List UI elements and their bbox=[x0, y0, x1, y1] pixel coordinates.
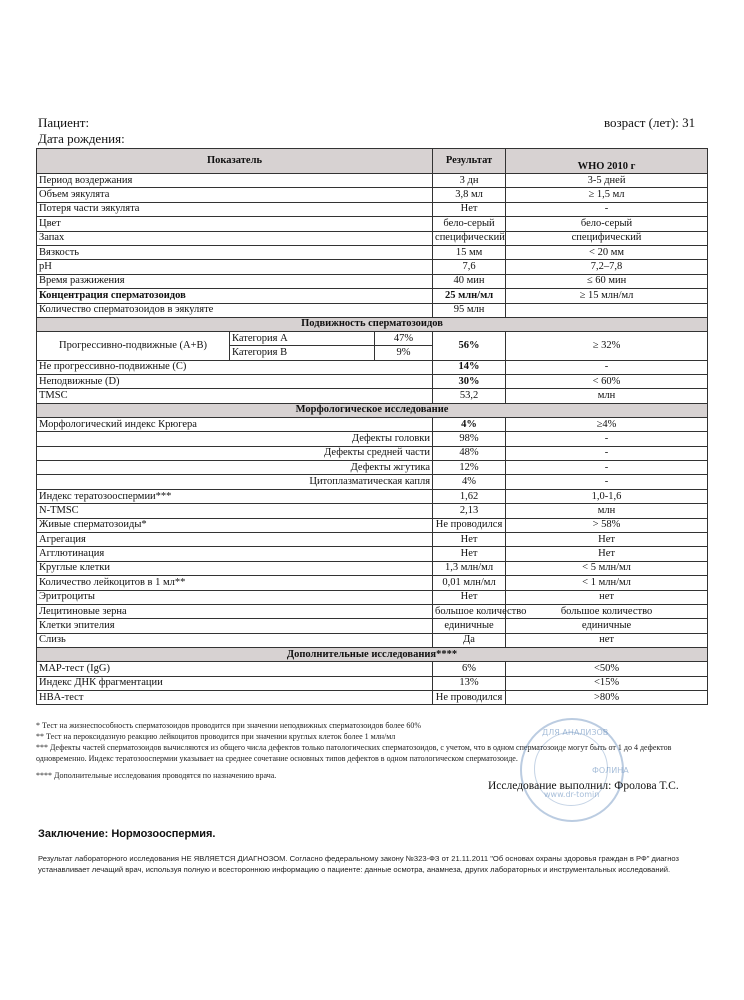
indicator-cell: Слизь bbox=[37, 633, 433, 647]
section-title: Дополнительные исследования**** bbox=[37, 648, 708, 662]
age-label: возраст (лет): 31 bbox=[604, 115, 696, 130]
indicator-cell: Индекс ДНК фрагментации bbox=[37, 676, 433, 690]
indicator-cell: pH bbox=[37, 260, 433, 274]
who-cell: большое количество bbox=[506, 604, 708, 618]
progressive-who: ≥ 32% bbox=[506, 331, 708, 360]
table-row bbox=[37, 489, 708, 503]
result-cell: 95 млн bbox=[433, 303, 506, 317]
stamp-bottom-text: www.dr-tomin bbox=[544, 790, 600, 799]
indicator-cell: Лецитиновые зерна bbox=[37, 604, 433, 618]
table-row bbox=[37, 662, 708, 676]
who-cell: - bbox=[506, 446, 708, 460]
table-row bbox=[37, 331, 708, 345]
who-cell bbox=[506, 303, 708, 317]
indicator-cell: Цвет bbox=[37, 217, 433, 231]
category-a-label: Категория А bbox=[230, 331, 375, 345]
result-cell: Да bbox=[433, 633, 506, 647]
table-row bbox=[37, 303, 708, 317]
table-row bbox=[37, 217, 708, 231]
table-row bbox=[37, 633, 708, 647]
who-cell: Нет bbox=[506, 547, 708, 561]
who-cell: - bbox=[506, 461, 708, 475]
section-header bbox=[37, 403, 708, 417]
footnote-3: *** Дефекты частей сперматозоидов вычисляются из общего числа дефектов только патологических сперматозоидов, с учетом, что в одном сперматозоиде могут быть от 1 до 4 дефектов одновременно. Индекс тератозооспермии указывает на среднее сочетание основных типов дефектов в одном патологическом сперматозоиде. bbox=[36, 743, 672, 763]
result-cell: 15 мм bbox=[433, 245, 506, 259]
result-cell: Нет bbox=[433, 202, 506, 216]
table-row bbox=[37, 174, 708, 188]
result-cell: 0,01 млн/мл bbox=[433, 576, 506, 590]
column-header bbox=[37, 149, 708, 174]
who-cell: 3-5 дней bbox=[506, 174, 708, 188]
table-row bbox=[37, 289, 708, 303]
result-cell: 2,13 bbox=[433, 504, 506, 518]
category-a-value: 47% bbox=[375, 331, 433, 345]
footnote-1: * Тест на жизнеспособность сперматозоидов проводится при значении неподвижных сперматозоидов более 60% bbox=[36, 721, 422, 730]
who-cell: единичные bbox=[506, 619, 708, 633]
result-cell: 1,62 bbox=[433, 489, 506, 503]
result-cell: 98% bbox=[433, 432, 506, 446]
table-row bbox=[37, 518, 708, 532]
indicator-cell: Запах bbox=[37, 231, 433, 245]
conclusion: Заключение: Нормозооспермия. bbox=[38, 828, 216, 840]
who-cell: <15% bbox=[506, 676, 708, 690]
who-cell: ≤ 60 мин bbox=[506, 274, 708, 288]
who-cell: нет bbox=[506, 590, 708, 604]
indicator-cell: Концентрация сперматозоидов bbox=[37, 289, 433, 303]
indicator-cell: Цитоплазматическая капля bbox=[37, 475, 433, 489]
progressive-label: Прогрессивно-подвижные (А+В) bbox=[37, 331, 230, 360]
result-cell: 25 млн/мл bbox=[433, 289, 506, 303]
table-row bbox=[37, 604, 708, 618]
indicator-cell: HBA-тест bbox=[37, 690, 433, 704]
table-row bbox=[37, 202, 708, 216]
indicator-cell: Дефекты жгутика bbox=[37, 461, 433, 475]
result-cell: Нет bbox=[433, 547, 506, 561]
section-header bbox=[37, 648, 708, 662]
result-cell: 53,2 bbox=[433, 389, 506, 403]
who-cell: специфический bbox=[506, 231, 708, 245]
table-row bbox=[37, 590, 708, 604]
result-cell: 13% bbox=[433, 676, 506, 690]
result-cell: бело-серый bbox=[433, 217, 506, 231]
who-cell: < 60% bbox=[506, 375, 708, 389]
table-row bbox=[37, 375, 708, 389]
result-cell: единичные bbox=[433, 619, 506, 633]
result-cell: 14% bbox=[433, 360, 506, 374]
disclaimer: Результат лабораторного исследования НЕ ЯВЛЯЕТСЯ ДИАГНОЗОМ. Согласно федеральному закону №323-ФЗ от 21.11.2011 "Об основах охраны здоровья граждан в РФ" диагноз устанавливает лечащий врач, используя полную и всестороннюю информацию о пациенте: данные осмотра, анамнеза, других лабораторных и инструментальных исследований. bbox=[38, 854, 680, 874]
indicator-cell: Клетки эпителия bbox=[37, 619, 433, 633]
indicator-cell: Количество сперматозоидов в эякуляте bbox=[37, 303, 433, 317]
table-row bbox=[37, 532, 708, 546]
table-row bbox=[37, 245, 708, 259]
table-row bbox=[37, 432, 708, 446]
who-cell: < 5 млн/мл bbox=[506, 561, 708, 575]
result-cell: 7,6 bbox=[433, 260, 506, 274]
indicator-cell: Дефекты средней части bbox=[37, 446, 433, 460]
table-row bbox=[37, 504, 708, 518]
result-cell: 40 мин bbox=[433, 274, 506, 288]
indicator-cell: Агрегация bbox=[37, 532, 433, 546]
who-cell: >80% bbox=[506, 690, 708, 704]
section-title: Морфологическое исследование bbox=[37, 403, 708, 417]
indicator-cell: Количество лейкоцитов в 1 мл** bbox=[37, 576, 433, 590]
indicator-cell: Не прогрессивно-подвижные (С) bbox=[37, 360, 433, 374]
table-row bbox=[37, 417, 708, 431]
who-cell: ≥ 1,5 мл bbox=[506, 188, 708, 202]
table-row bbox=[37, 475, 708, 489]
table-row bbox=[37, 260, 708, 274]
who-cell: млн bbox=[506, 389, 708, 403]
result-cell: 12% bbox=[433, 461, 506, 475]
result-cell: 3,8 мл bbox=[433, 188, 506, 202]
results-table bbox=[36, 148, 708, 705]
section-title: Подвижность сперматозоидов bbox=[37, 317, 708, 331]
table-row bbox=[37, 461, 708, 475]
table-row bbox=[37, 547, 708, 561]
who-cell: бело-серый bbox=[506, 217, 708, 231]
dob-label: Дата рождения: bbox=[38, 131, 125, 146]
result-cell: большое количество bbox=[433, 604, 506, 618]
result-cell: 30% bbox=[433, 375, 506, 389]
footnote-2: ** Тест на пероксидазную реакцию лейкоцитов проводится при значении круглых клеток более 1 млн/мл bbox=[36, 732, 396, 741]
indicator-cell: Вязкость bbox=[37, 245, 433, 259]
progressive-total: 56% bbox=[433, 331, 506, 360]
table-row bbox=[37, 360, 708, 374]
col-indicator-header: Показатель bbox=[37, 149, 433, 174]
result-cell: Не проводился bbox=[433, 518, 506, 532]
indicator-cell: Индекс тератозооспермии*** bbox=[37, 489, 433, 503]
result-cell: Нет bbox=[433, 590, 506, 604]
who-cell: ≥4% bbox=[506, 417, 708, 431]
who-cell: нет bbox=[506, 633, 708, 647]
category-b-label: Категория В bbox=[230, 346, 375, 360]
table-row bbox=[37, 676, 708, 690]
indicator-cell: Потеря части эякулята bbox=[37, 202, 433, 216]
stamp-top-text: ДЛЯ АНАЛИЗОВ bbox=[542, 728, 609, 737]
who-cell: - bbox=[506, 360, 708, 374]
lab-stamp bbox=[520, 718, 629, 822]
who-cell: 7,2–7,8 bbox=[506, 260, 708, 274]
table-row bbox=[37, 619, 708, 633]
indicator-cell: Круглые клетки bbox=[37, 561, 433, 575]
who-cell: < 1 млн/мл bbox=[506, 576, 708, 590]
indicator-cell: Время разжижения bbox=[37, 274, 433, 288]
indicator-cell: Эритроциты bbox=[37, 590, 433, 604]
category-b-value: 9% bbox=[375, 346, 433, 360]
result-cell: 48% bbox=[433, 446, 506, 460]
who-cell: - bbox=[506, 432, 708, 446]
table-row bbox=[37, 188, 708, 202]
indicator-cell: Объем эякулята bbox=[37, 188, 433, 202]
result-cell: 6% bbox=[433, 662, 506, 676]
section-header bbox=[37, 317, 708, 331]
table-row bbox=[37, 231, 708, 245]
col-who-header: WHO 2010 г bbox=[506, 149, 708, 174]
col-result-header: Результат bbox=[433, 149, 506, 174]
signature: Исследование выполнил: Фролова Т.С. bbox=[488, 780, 679, 792]
table-row bbox=[37, 446, 708, 460]
who-cell: ≥ 15 млн/мл bbox=[506, 289, 708, 303]
patient-label: Пациент: bbox=[38, 115, 90, 130]
table-row bbox=[37, 274, 708, 288]
indicator-cell: Период воздержания bbox=[37, 174, 433, 188]
result-cell: 1,3 млн/мл bbox=[433, 561, 506, 575]
who-cell: > 58% bbox=[506, 518, 708, 532]
who-cell: - bbox=[506, 475, 708, 489]
table-row bbox=[37, 561, 708, 575]
footnote-4: **** Дополнительные исследования проводятся по назначению врача. bbox=[36, 771, 277, 780]
indicator-cell: Дефекты головки bbox=[37, 432, 433, 446]
who-cell: млн bbox=[506, 504, 708, 518]
result-cell: 4% bbox=[433, 417, 506, 431]
who-cell: < 20 мм bbox=[506, 245, 708, 259]
stamp-middle-text: ФОЛИНА bbox=[592, 766, 629, 775]
who-cell: <50% bbox=[506, 662, 708, 676]
table-row bbox=[37, 576, 708, 590]
table-row bbox=[37, 690, 708, 704]
who-cell: - bbox=[506, 202, 708, 216]
result-cell: Нет bbox=[433, 532, 506, 546]
table-row bbox=[37, 389, 708, 403]
indicator-cell: MAP-тест (IgG) bbox=[37, 662, 433, 676]
result-cell: 4% bbox=[433, 475, 506, 489]
result-cell: специфический bbox=[433, 231, 506, 245]
indicator-cell: Агглютинация bbox=[37, 547, 433, 561]
who-cell: 1,0-1,6 bbox=[506, 489, 708, 503]
indicator-cell: Морфологический индекс Крюгера bbox=[37, 417, 433, 431]
result-cell: 3 дн bbox=[433, 174, 506, 188]
results-table-body bbox=[37, 149, 708, 705]
indicator-cell: Неподвижные (D) bbox=[37, 375, 433, 389]
indicator-cell: Живые сперматозоиды* bbox=[37, 518, 433, 532]
indicator-cell: N-TMSC bbox=[37, 504, 433, 518]
indicator-cell: TMSC bbox=[37, 389, 433, 403]
who-cell: Нет bbox=[506, 532, 708, 546]
result-cell: Не проводился bbox=[433, 690, 506, 704]
